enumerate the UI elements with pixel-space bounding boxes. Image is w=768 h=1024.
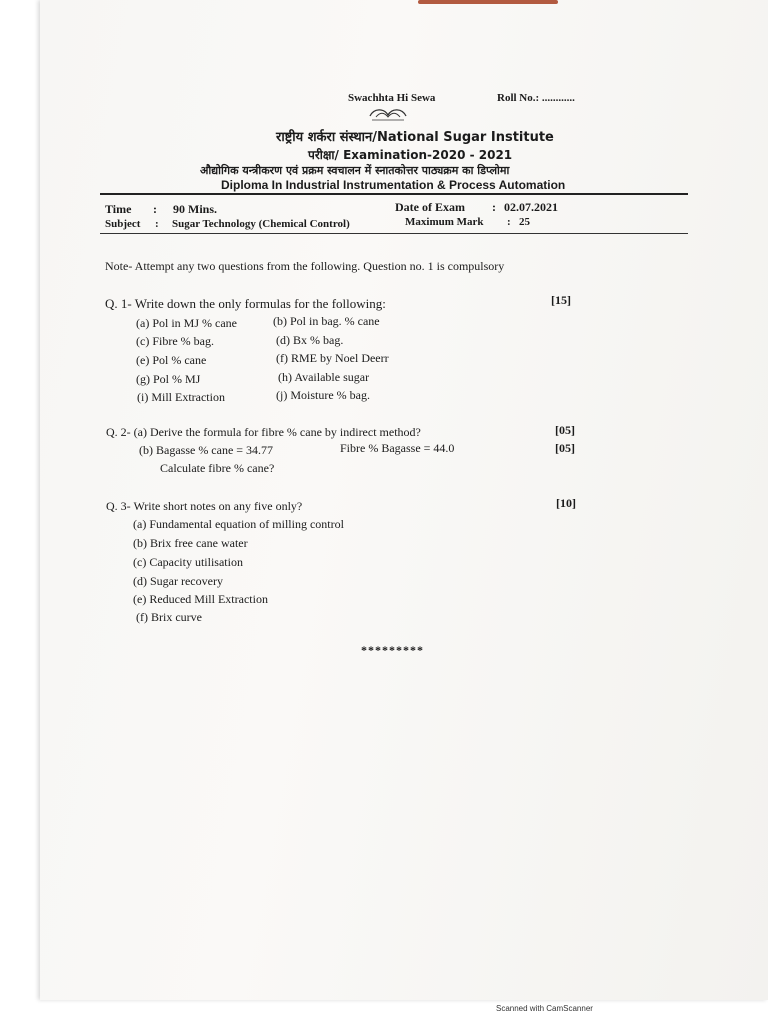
examination-title: परीक्षा/ Examination-2020 - 2021 [308, 148, 513, 162]
question-1-item: (g) Pol % MJ [136, 372, 201, 386]
question-1-item: (i) Mill Extraction [137, 390, 225, 404]
question-3-item: (e) Reduced Mill Extraction [133, 592, 268, 606]
institute-name: राष्ट्रीय शर्करा संस्थान/National Sugar Institute [276, 130, 554, 145]
date-label: Date of Exam [395, 200, 465, 214]
question-2-title: Q. 2- (a) Derive the formula for fibre % cane by indirect method? [106, 425, 421, 439]
top-edge-mark [418, 0, 558, 4]
question-1-marks: [15] [551, 293, 571, 307]
question-3-title: Q. 3- Write short notes on any five only? [106, 499, 303, 513]
question-3-item: (a) Fundamental equation of milling control [133, 517, 344, 531]
question-2a-marks: [05] [555, 423, 575, 437]
date-value: 02.07.2021 [504, 200, 558, 214]
question-1-item: (j) Moisture % bag. [276, 388, 370, 402]
meta-divider [100, 233, 688, 234]
roll-no-field: Roll No.: ............ [497, 92, 575, 104]
question-3-marks: [10] [556, 496, 576, 510]
question-1-item: (d) Bx % bag. [276, 333, 344, 347]
question-2b-marks: [05] [555, 441, 575, 455]
instructions-note: Note- Attempt any two questions from the following. Question no. 1 is compulsory [105, 259, 505, 273]
institute-emblem-icon [366, 107, 410, 123]
course-title-hindi: औद्योगिक यन्त्रीकरण एवं प्रक्रम स्वचालन में स्नातकोत्तर पाठ्यक्रम का डिप्लोमा [200, 164, 510, 177]
question-1-item: (b) Pol in bag. % cane [273, 314, 380, 328]
question-2b-fibre: Fibre % Bagasse = 44.0 [340, 441, 455, 455]
max-mark-value: 25 [519, 216, 530, 228]
question-1-item: (h) Available sugar [278, 370, 370, 384]
max-mark-label: Maximum Mark [405, 216, 484, 228]
subject-label: Subject [105, 218, 141, 230]
question-1-item: (e) Pol % cane [136, 353, 207, 367]
question-1-item: (f) RME by Noel Deerr [276, 351, 389, 365]
header-divider [100, 193, 688, 195]
subject-value: Sugar Technology (Chemical Control) [172, 218, 350, 230]
date-colon: : [492, 200, 496, 214]
subject-colon: : [155, 218, 159, 230]
time-label: Time [105, 202, 132, 216]
question-3-item: (b) Brix free cane water [133, 536, 248, 550]
question-1-title: Q. 1- Write down the only formulas for the following: [105, 296, 386, 311]
question-3-item: (c) Capacity utilisation [133, 555, 243, 569]
question-3-item: (d) Sugar recovery [133, 574, 223, 588]
time-colon: : [153, 202, 157, 216]
question-2b-prompt: Calculate fibre % cane? [160, 461, 275, 475]
question-1-item: (a) Pol in MJ % cane [136, 316, 237, 330]
question-2b-bagasse: (b) Bagasse % cane = 34.77 [139, 443, 274, 457]
scanner-watermark: Scanned with CamScanner [496, 1004, 593, 1013]
question-1-item: (c) Fibre % bag. [136, 334, 214, 348]
max-mark-colon: : [507, 216, 511, 228]
question-3-item: (f) Brix curve [136, 610, 202, 624]
end-of-paper-mark: ********* [361, 643, 424, 657]
motto: Swachhta Hi Sewa [348, 92, 436, 104]
course-title: Diploma In Industrial Instrumentation & Process Automation [221, 178, 566, 192]
time-value: 90 Mins. [173, 202, 218, 216]
